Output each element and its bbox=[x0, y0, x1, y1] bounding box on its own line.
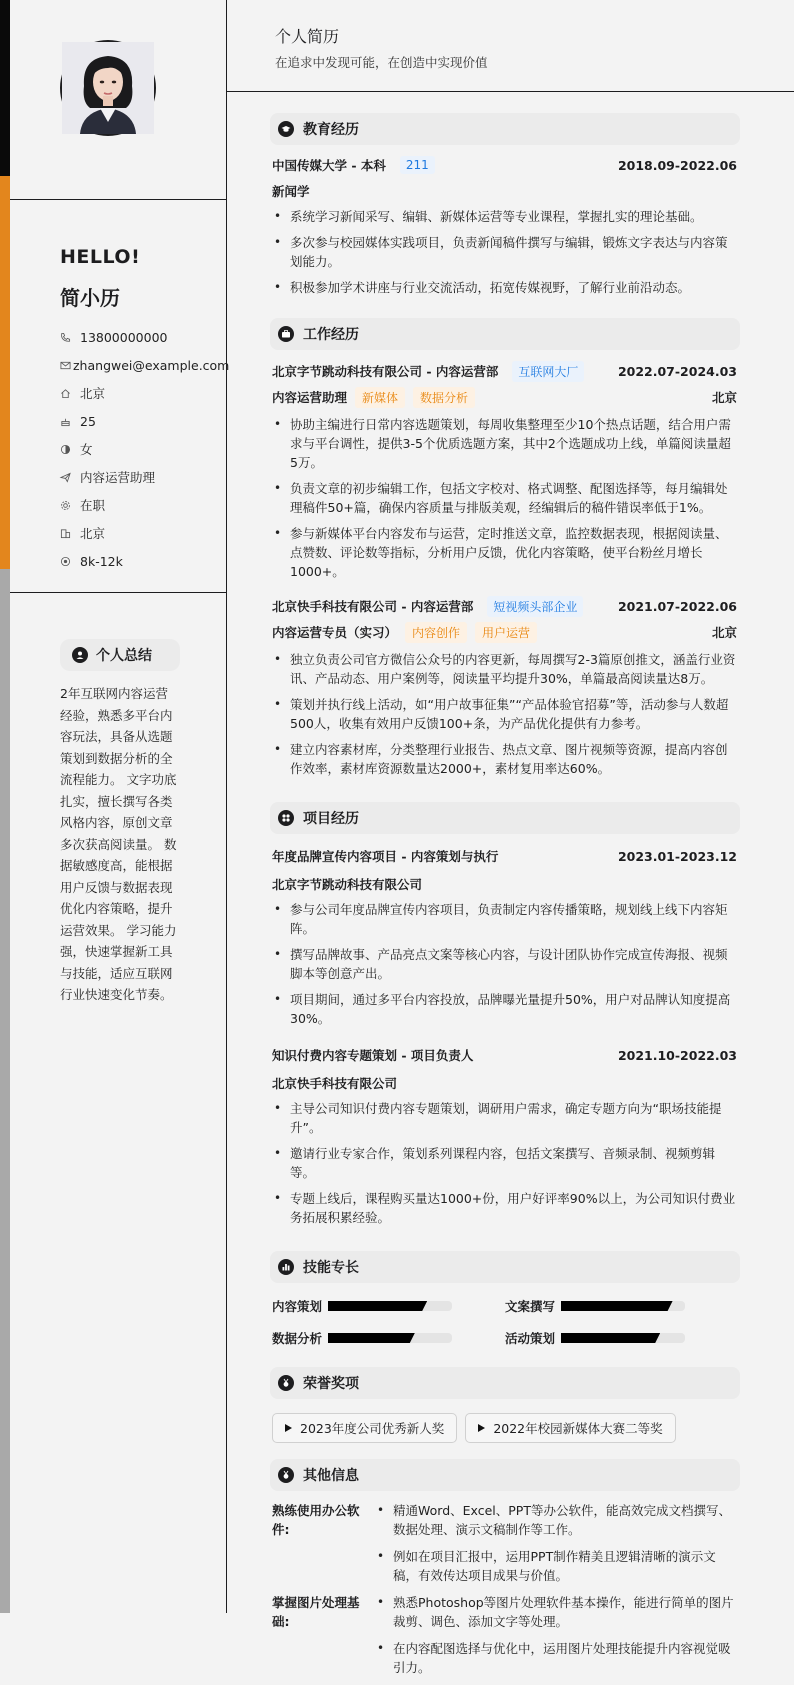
project-date: 2021.10-2022.03 bbox=[617, 1047, 737, 1063]
skill-tag: 新媒体 bbox=[355, 387, 405, 408]
awards-list bbox=[272, 1413, 794, 1443]
skill-bar bbox=[561, 1333, 685, 1343]
project-org: 北京字节跳动科技有限公司 bbox=[272, 877, 423, 892]
contact-status: 在职 bbox=[60, 491, 226, 519]
accent-stripe bbox=[0, 0, 10, 1613]
list-item: • 建立内容素材库，分类整理行业报告、热点文章、图片视频等资源，提高内容创作效率，素材库资源数量达2000+，素材复用率达60%。 bbox=[272, 740, 737, 778]
list-item: • 系统学习新闻采写、编辑、新媒体运营等专业课程，掌握扎实的理论基础。 bbox=[272, 207, 737, 226]
graduation-cap-icon bbox=[278, 121, 294, 137]
page-subtitle: 在追求中发现可能，在创造中实现价值 bbox=[275, 55, 488, 70]
send-icon bbox=[60, 472, 78, 483]
education-date: 2018.09-2022.06 bbox=[617, 157, 737, 173]
summary-heading: 个人总结 bbox=[60, 639, 180, 671]
contact-work-city: 北京 bbox=[60, 519, 226, 547]
avatar bbox=[60, 40, 156, 136]
job-location: 北京 bbox=[711, 390, 737, 405]
company-tag: 短视频头部企业 bbox=[487, 596, 583, 617]
gender-icon bbox=[60, 444, 78, 455]
contact-gender: 女 bbox=[60, 435, 226, 463]
awards-heading: 荣誉奖项 bbox=[270, 1367, 740, 1399]
list-item: • 在内容配图选择与优化中，运用图片处理技能提升内容视觉吸引力。 bbox=[375, 1639, 737, 1677]
major: 新闻学 bbox=[272, 184, 310, 199]
job-date: 2022.07-2024.03 bbox=[617, 363, 737, 379]
projects-section bbox=[227, 802, 794, 1227]
work-section bbox=[227, 318, 794, 778]
project-entry bbox=[272, 846, 737, 1028]
list-item: • 策划并执行线上活动，如“用户故事征集”“产品体验官招募”等，活动参与人数超500人，收集有效用户反馈100+条，为产品优化提供有力参考。 bbox=[272, 695, 737, 733]
other-section bbox=[227, 1459, 794, 1685]
grid-icon bbox=[278, 810, 294, 826]
project-entry bbox=[272, 1045, 737, 1227]
projects-heading: 项目经历 bbox=[270, 802, 740, 834]
main-content bbox=[227, 0, 794, 1675]
job-role: 内容运营助理 bbox=[272, 390, 348, 405]
award-chip: 2022年校园新媒体大赛二等奖 bbox=[465, 1413, 675, 1443]
coin-icon bbox=[60, 556, 78, 567]
list-item: • 撰写品牌故事、产品亮点文案等核心内容，与设计团队协作完成宣传海报、视频脚本等创意产出。 bbox=[272, 945, 737, 983]
sidebar bbox=[10, 0, 230, 1613]
medal-icon bbox=[278, 1467, 294, 1483]
skill-item: 数据分析 bbox=[272, 1329, 505, 1347]
project-org: 北京快手科技有限公司 bbox=[272, 1076, 398, 1091]
list-item: • 专题上线后，课程购买量达1000+份，用户好评率90%以上，为公司知识付费业务拓展积累经验。 bbox=[272, 1189, 737, 1227]
summary-section bbox=[10, 593, 226, 1006]
contact-age: 25 bbox=[60, 407, 226, 435]
building-icon bbox=[60, 528, 78, 539]
awards-section bbox=[227, 1367, 794, 1443]
contact-phone: 13800000000 bbox=[60, 323, 226, 351]
list-item: • 协助主编进行日常内容选题策划，每周收集整理至少10个热点话题，结合用户需求与平台调性，提供3-5个优质选题方案，其中2个选题成功上线，单篇阅读量超5万。 bbox=[272, 415, 737, 472]
phone-icon bbox=[60, 332, 78, 343]
skills-grid bbox=[272, 1297, 794, 1347]
project-date: 2023.01-2023.12 bbox=[617, 848, 737, 864]
skills-heading: 技能专长 bbox=[270, 1251, 740, 1283]
bar-chart-icon bbox=[278, 1259, 294, 1275]
other-item: 掌握图片处理基础: • 熟悉Photoshop等图片处理软件基本操作，能进行简单的图片裁剪、调色、添加文字等处理。 • 在内容配图选择与优化中，运用图片处理技能提升内容视觉吸引力。 bbox=[272, 1593, 737, 1685]
gear-icon bbox=[60, 500, 78, 511]
skill-item: 活动策划 bbox=[505, 1329, 738, 1347]
other-heading: 其他信息 bbox=[270, 1459, 740, 1491]
avatar-section bbox=[10, 0, 226, 200]
skill-item: 内容策划 bbox=[272, 1297, 505, 1315]
skill-tag: 用户运营 bbox=[475, 622, 537, 643]
list-item: • 例如在项目汇报中，运用PPT制作精美且逻辑清晰的演示文稿，有效传达项目成果与价值。 bbox=[375, 1547, 737, 1585]
contact-position: 内容运营助理 bbox=[60, 463, 226, 491]
home-icon bbox=[60, 388, 78, 399]
skill-tag: 数据分析 bbox=[413, 387, 475, 408]
skill-item: 文案撰写 bbox=[505, 1297, 738, 1315]
list-item: • 多次参与校园媒体实践项目，负责新闻稿件撰写与编辑，锻炼文字表达与内容策划能力。 bbox=[272, 233, 737, 271]
play-icon bbox=[478, 1424, 485, 1432]
award-chip: 2023年度公司优秀新人奖 bbox=[272, 1413, 457, 1443]
project-name: 年度品牌宣传内容项目 - 内容策划与执行 bbox=[272, 849, 499, 864]
cake-icon bbox=[60, 416, 78, 427]
skill-tag: 内容创作 bbox=[405, 622, 467, 643]
job-entry bbox=[272, 360, 737, 581]
education-section bbox=[227, 113, 794, 297]
mail-icon bbox=[60, 360, 71, 371]
medal-icon bbox=[278, 1375, 294, 1391]
job-date: 2021.07-2022.06 bbox=[617, 598, 737, 614]
list-item: • 参与新媒体平台内容发布与运营，定时推送文章，监控数据表现，根据阅读量、点赞数、评论数等指标，分析用户反馈，优化内容策略，使平台粉丝月增长1000+。 bbox=[272, 524, 737, 581]
candidate-name: 简小历 bbox=[60, 286, 120, 310]
list-item: • 邀请行业专家合作，策划系列课程内容，包括文案撰写、音频录制、视频剪辑等。 bbox=[272, 1144, 737, 1182]
company-name: 北京快手科技有限公司 - 内容运营部 bbox=[272, 599, 474, 614]
other-list bbox=[272, 1501, 737, 1685]
list-item: • 精通Word、Excel、PPT等办公软件，能高效完成文档撰写、数据处理、演示文稿制作等工作。 bbox=[375, 1501, 737, 1539]
work-heading: 工作经历 bbox=[270, 318, 740, 350]
company-tag: 互联网大厂 bbox=[512, 361, 584, 382]
skills-section bbox=[227, 1251, 794, 1347]
list-item: • 负责文章的初步编辑工作，包括文字校对、格式调整、配图选择等，每月编辑处理稿件50+篇，确保内容质量与排版美观，经编辑后的稿件错误率低于1%。 bbox=[272, 479, 737, 517]
project-name: 知识付费内容专题策划 - 项目负责人 bbox=[272, 1048, 474, 1063]
other-item: 熟练使用办公软件: • 精通Word、Excel、PPT等办公软件，能高效完成文档撰写、数据处理、演示文稿制作等工作。 • 例如在项目汇报中，运用PPT制作精美且逻辑清晰的演示文稿，有效传达项目成果与价值。 bbox=[272, 1501, 737, 1593]
list-item: • 项目期间，通过多平台内容投放，品牌曝光量提升50%，用户对品牌认知度提高30%。 bbox=[272, 990, 737, 1028]
page-title: 个人简历 bbox=[275, 27, 340, 46]
contact-email: zhangwei@example.com bbox=[60, 351, 226, 379]
job-location: 北京 bbox=[711, 625, 737, 640]
education-heading: 教育经历 bbox=[270, 113, 740, 145]
job-role: 内容运营专员（实习） bbox=[272, 625, 398, 640]
skill-bar bbox=[328, 1333, 452, 1343]
list-item: • 参与公司年度品牌宣传内容项目，负责制定内容传播策略，规划线上线下内容矩阵。 bbox=[272, 900, 737, 938]
hello-heading: HELLO! bbox=[60, 246, 141, 268]
skill-bar bbox=[328, 1301, 452, 1311]
education-entry bbox=[272, 155, 737, 297]
list-item: • 积极参加学术讲座与行业交流活动，拓宽传媒视野，了解行业前沿动态。 bbox=[272, 278, 737, 297]
profile-block bbox=[10, 200, 230, 593]
resume-header bbox=[227, 0, 794, 92]
summary-text: 2年互联网内容运营经验，熟悉多平台内容玩法，具备从选题策划到数据分析的全流程能力。 文字功底扎实，擅长撰写各类风格内容，原创文章多次获高阅读量。 数据敏感度高，能根据用户反馈与数据表现优化内容策略，提升运营效果。 学习能力强，快速掌握新工具与技能，适应互联网行业快速变化节奏。 bbox=[60, 686, 177, 1002]
contact-salary: 8k-12k bbox=[60, 547, 226, 575]
list-item: • 主导公司知识付费内容专题策划，调研用户需求，确定专题方向为“职场技能提升”。 bbox=[272, 1099, 737, 1137]
user-icon bbox=[72, 647, 88, 663]
list-item: • 独立负责公司官方微信公众号的内容更新，每周撰写2-3篇原创推文，涵盖行业资讯、产品动态、用户案例等，阅读量平均提升30%，单篇最高阅读量达8万。 bbox=[272, 650, 737, 688]
school-tag: 211 bbox=[400, 156, 435, 174]
contact-city: 北京 bbox=[60, 379, 226, 407]
school-name: 中国传媒大学 - 本科 bbox=[272, 158, 386, 173]
company-name: 北京字节跳动科技有限公司 - 内容运营部 bbox=[272, 364, 499, 379]
play-icon bbox=[285, 1424, 292, 1432]
skill-bar bbox=[561, 1301, 685, 1311]
briefcase-icon bbox=[278, 326, 294, 342]
job-entry bbox=[272, 595, 737, 778]
list-item: • 熟悉Photoshop等图片处理软件基本操作，能进行简单的图片裁剪、调色、添加文字等处理。 bbox=[375, 1593, 737, 1631]
